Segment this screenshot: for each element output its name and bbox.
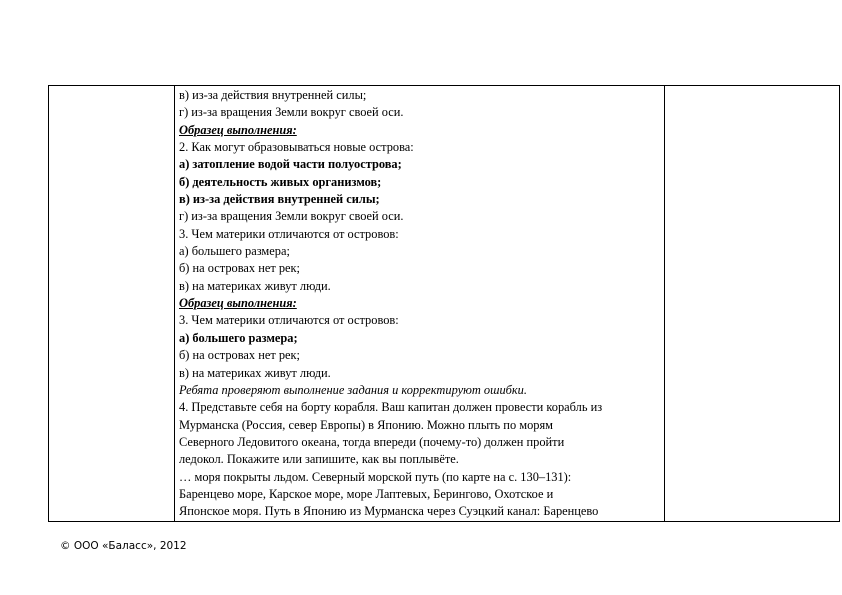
line-text: 3. Чем материки отличаются от островов:	[179, 313, 399, 328]
text-line	[179, 399, 664, 416]
line-text: г) из-за вращения Земли вокруг своей оси.	[179, 105, 404, 120]
text-line	[179, 260, 664, 277]
line-text: в) на материках живут люди.	[179, 278, 331, 293]
text-line	[179, 174, 664, 191]
line-text: в) из-за действия внутренней силы;	[179, 88, 367, 102]
text-line	[179, 226, 664, 243]
text-line	[179, 417, 664, 434]
line-text: а) большего размера;	[179, 330, 298, 345]
lesson-table	[48, 85, 840, 522]
line-text: б) на островах нет рек;	[179, 348, 300, 363]
column-divider-left	[174, 86, 175, 521]
text-line	[179, 503, 664, 520]
text-line	[179, 295, 664, 312]
text-line	[179, 122, 664, 139]
text-line	[179, 312, 664, 329]
line-text: Образец выполнения:	[179, 296, 297, 311]
text-line	[179, 330, 664, 347]
line-text: в) из-за действия внутренней силы;	[179, 192, 380, 207]
line-text: Образец выполнения:	[179, 122, 297, 137]
text-line	[179, 347, 664, 364]
line-text: Баренцево море, Карское море, море Лаптевых, Берингово, Охотское и	[179, 486, 554, 501]
text-line	[179, 469, 664, 486]
table-content-cell	[179, 87, 664, 521]
line-text: а) большего размера;	[179, 244, 290, 259]
line-text: г) из-за вращения Земли вокруг своей оси.	[179, 209, 404, 224]
text-line	[179, 451, 664, 468]
column-divider-right	[664, 86, 665, 521]
text-line	[179, 87, 664, 104]
line-text: … моря покрыты льдом. Северный морской путь (по карте на с. 130–131):	[179, 469, 572, 484]
line-text: Ребята проверяют выполнение задания и корректируют ошибки.	[179, 382, 527, 397]
text-line	[179, 156, 664, 173]
line-text: а) затопление водой части полуострова;	[179, 157, 402, 172]
line-text: ледокол. Покажите или запишите, как вы поплывёте.	[179, 452, 459, 467]
line-text: Японское моря. Путь в Японию из Мурманска через Суэцкий канал: Баренцево	[179, 504, 599, 519]
text-line	[179, 191, 664, 208]
line-text: б) деятельность живых организмов;	[179, 174, 382, 189]
line-text: 4. Представьте себя на борту корабля. Ваш капитан должен провести корабль из	[179, 400, 603, 415]
text-line	[179, 243, 664, 260]
text-line	[179, 382, 664, 399]
text-line	[179, 208, 664, 225]
line-text: 3. Чем материки отличаются от островов:	[179, 226, 399, 241]
copyright-footer: © ООО «Баласс», 2012	[60, 540, 187, 552]
line-text: 2. Как могут образовываться новые острова:	[179, 140, 414, 155]
text-line	[179, 434, 664, 451]
text-line	[179, 486, 664, 503]
text-line	[179, 365, 664, 382]
text-line	[179, 139, 664, 156]
line-text: б) на островах нет рек;	[179, 261, 300, 276]
line-text: Северного Ледовитого океана, тогда впереди (почему-то) должен пройти	[179, 434, 565, 449]
text-line	[179, 278, 664, 295]
text-line	[179, 104, 664, 121]
line-text: в) на материках живут люди.	[179, 365, 331, 380]
line-text: Мурманска (Россия, север Европы) в Японию. Можно плыть по морям	[179, 417, 554, 432]
